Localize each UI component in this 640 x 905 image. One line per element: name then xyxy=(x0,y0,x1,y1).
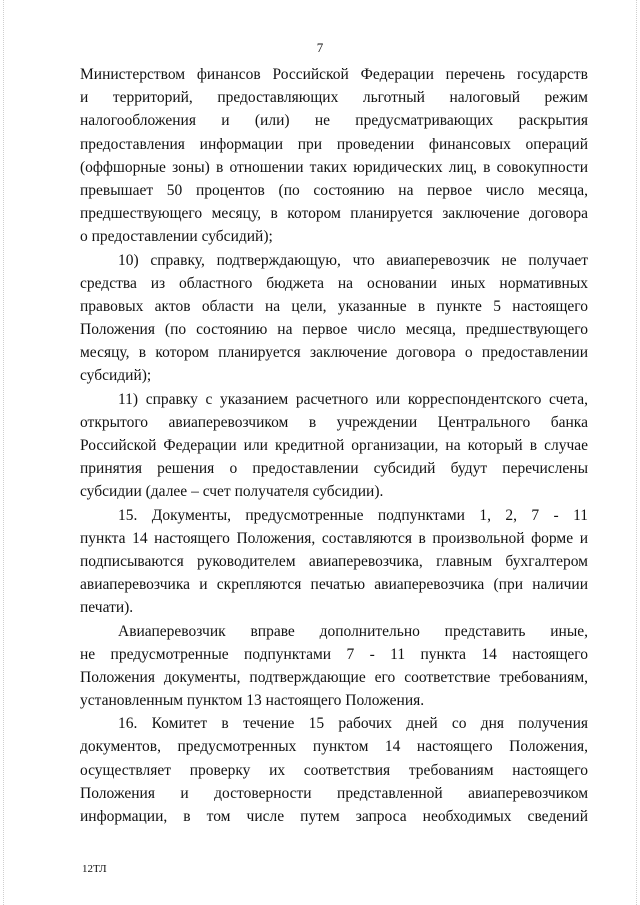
text-line: субсидий); xyxy=(80,367,152,385)
text-line: установленным пунктом 13 настоящего Положения. xyxy=(80,692,425,710)
text-line: превышает 50 процентов (по состоянию на первое число месяца, xyxy=(80,181,588,199)
text-line: Положения и достоверности представленной авиаперевозчиком xyxy=(80,784,588,802)
text-line: 11) справку с указанием расчетного или корреспондентского счета, xyxy=(118,390,588,408)
text-line: налогообложения и (или) не предусматривающих раскрытия xyxy=(80,112,588,130)
text-line: подписываются руководителем авиаперевозчика, главным бухгалтером xyxy=(80,552,588,570)
text-line: пункта 14 настоящего Положения, составляются в произвольной форме и xyxy=(80,529,588,547)
left-edge-mark xyxy=(3,0,5,905)
text-line: предоставления информации при проведении финансовых операций xyxy=(80,135,588,153)
text-line: не предусмотренные подпунктами 7 - 11 пункта 14 настоящего xyxy=(80,645,588,663)
text-line: месяцу, в котором планируется заключение договора о предоставлении xyxy=(80,344,588,362)
text-line: информации, в том числе путем запроса необходимых сведений xyxy=(80,808,588,825)
text-line: о предоставлении субсидий); xyxy=(80,228,273,246)
text-line: документов, предусмотренных пунктом 14 настоящего Положения, xyxy=(80,738,588,756)
text-line: и территорий, предоставляющих льготный налоговый режим xyxy=(80,89,588,107)
text-line: печати). xyxy=(80,599,134,617)
text-line: средства из областного бюджета на основании иных нормативных xyxy=(80,274,588,292)
text-line: предшествующего месяцу, в котором планируется заключение договора xyxy=(80,205,588,223)
document-code: 12ТЛ xyxy=(82,863,107,875)
text-line: 10) справку, подтверждающую, что авиаперевозчик не получает xyxy=(118,251,588,269)
text-line: открытого авиаперевозчиком в учреждении Центрального банка xyxy=(80,413,588,431)
text-line: принятия решения о предоставлении субсидий будут перечислены xyxy=(80,460,588,478)
text-line: Министерством финансов Российской Федерации перечень государств xyxy=(80,66,588,83)
text-line: 15. Документы, предусмотренные подпунктами 1, 2, 7 - 11 xyxy=(118,506,588,524)
text-line: 16. Комитет в течение 15 рабочих дней со дня получения xyxy=(118,715,588,733)
text-line: Авиаперевозчик вправе дополнительно представить иные, xyxy=(118,622,588,640)
text-line: Положения (по состоянию на первое число месяца, предшествующего xyxy=(80,321,588,339)
page-number: 7 xyxy=(316,40,324,55)
text-line: субсидии (далее – счет получателя субсидии). xyxy=(80,483,384,501)
text-line: (оффшорные зоны) в отношении таких юридических лиц, в совокупности xyxy=(80,158,588,176)
text-line: Положения документы, подтверждающие его соответствие требованиям, xyxy=(80,668,588,686)
text-line: осуществляет проверку их соответствия требованиям настоящего xyxy=(80,761,588,779)
document-body xyxy=(80,63,588,828)
text-line: авиаперевозчика и скрепляются печатью авиаперевозчика (при наличии xyxy=(80,576,588,594)
text-line: правовых актов области на цели, указанные в пункте 5 настоящего xyxy=(80,297,588,315)
text-line: Российской Федерации или кредитной организации, на который в случае xyxy=(80,437,588,454)
right-edge-mark xyxy=(636,0,638,905)
